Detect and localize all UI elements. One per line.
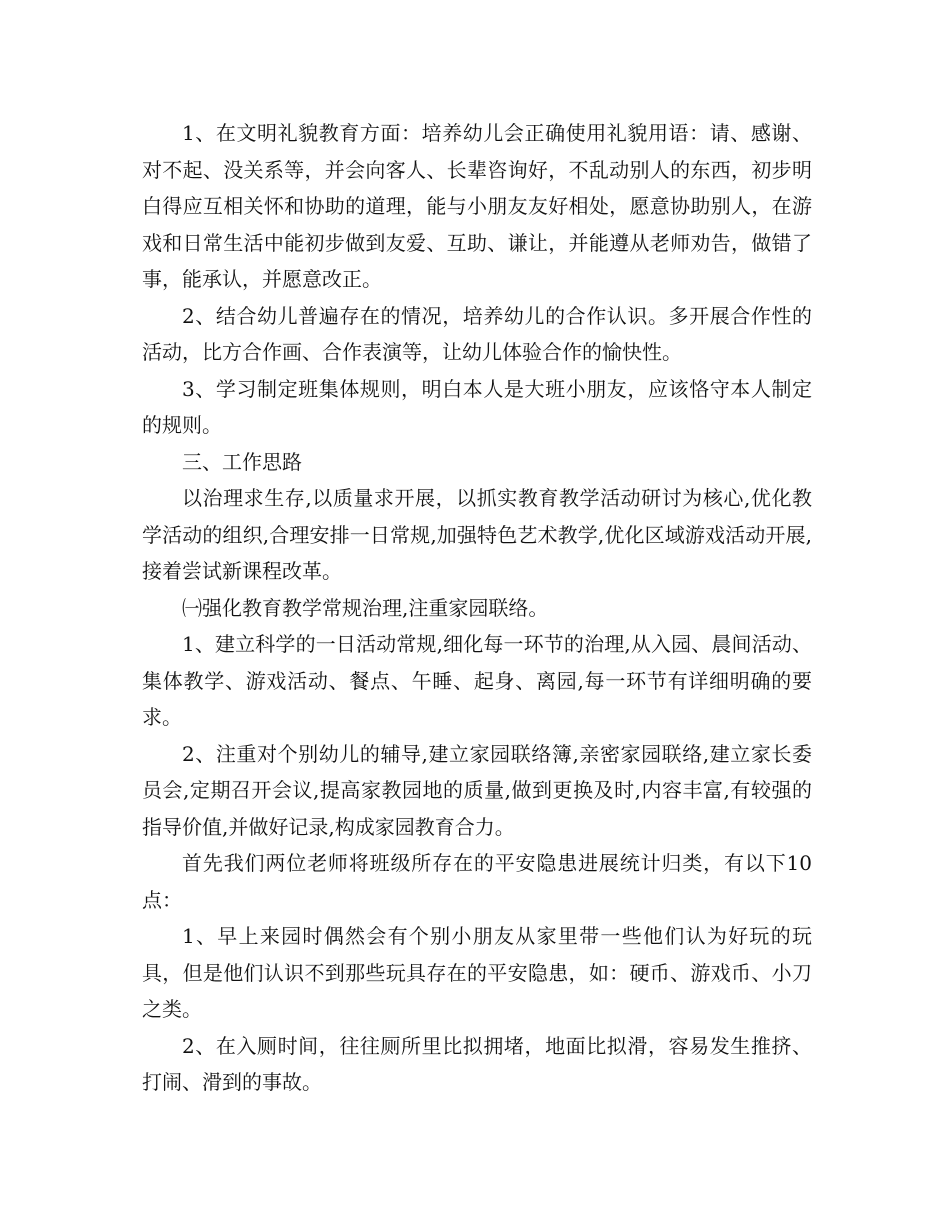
paragraph-courtesy-education: 1、在文明礼貌教育方面：培养幼儿会正确使用礼貌用语：请、感谢、对不起、没关系等，并会向客人、长辈咨询好，不乱动别人的东西，初步明白得应互相关怀和协助的道理，能与小朋友友好相处，愿意协助别人，在游戏和日常生活中能初步做到友爱、互助、谦让，并能遵从老师劝告，做错了事，能承认，并愿意改正。 (142, 121, 812, 291)
paragraph-daily-routine: 1、建立科学的一日活动常规,细化每一环节的治理,从入园、晨间活动、集体教学、游戏活动、餐点、午睡、起身、离园,每一环节有详细明确的要求。 (142, 632, 812, 729)
paragraph-safety-toys: 1、早上来园时偶然会有个别小朋友从家里带一些他们认为好玩的玩具，但是他们认识不到那些玩具存在的平安隐患，如：硬币、游戏币、小刀之类。 (142, 924, 812, 1021)
subsection-heading-routine-management: ㈠强化教育教学常规治理,注重家园联络。 (182, 595, 549, 620)
paragraph-class-rules: 3、学习制定班集体规则，明白本人是大班小朋友，应该恪守本人制定的规则。 (142, 376, 812, 437)
paragraph-home-school-contact: 2、注重对个别幼儿的辅导,建立家园联络簿,亲密家园联络,建立家长委员会,定期召开会议,提高家教园地的质量,做到更换及时,内容丰富,有较强的指导价值,并做好记录,构成家园教育合力。 (142, 741, 812, 839)
paragraph-safety-intro: 首先我们两位老师将班级所存在的平安隐患进展统计归类，有以下10点： (142, 851, 812, 912)
paragraph-safety-toilet: 2、在入厕时间，往往厕所里比拟拥堵，地面比拟滑，容易发生推挤、打闹、滑到的事故。 (142, 1033, 812, 1094)
document-body (142, 115, 812, 1101)
paragraph-cooperation: 2、结合幼儿普遍存在的情况，培养幼儿的合作认识。多开展合作性的活动，比方合作画、合作表演等，让幼儿体验合作的愉快性。 (142, 303, 812, 364)
paragraph-work-ideas: 以治理求生存,以质量求开展，以抓实教育教学活动研讨为核心,优化教学活动的组织,合理安排一日常规,加强特色艺术教学,优化区域游戏活动开展,接着尝试新课程改革。 (142, 486, 812, 583)
section-heading-work-ideas: 三、工作思路 (182, 449, 302, 474)
